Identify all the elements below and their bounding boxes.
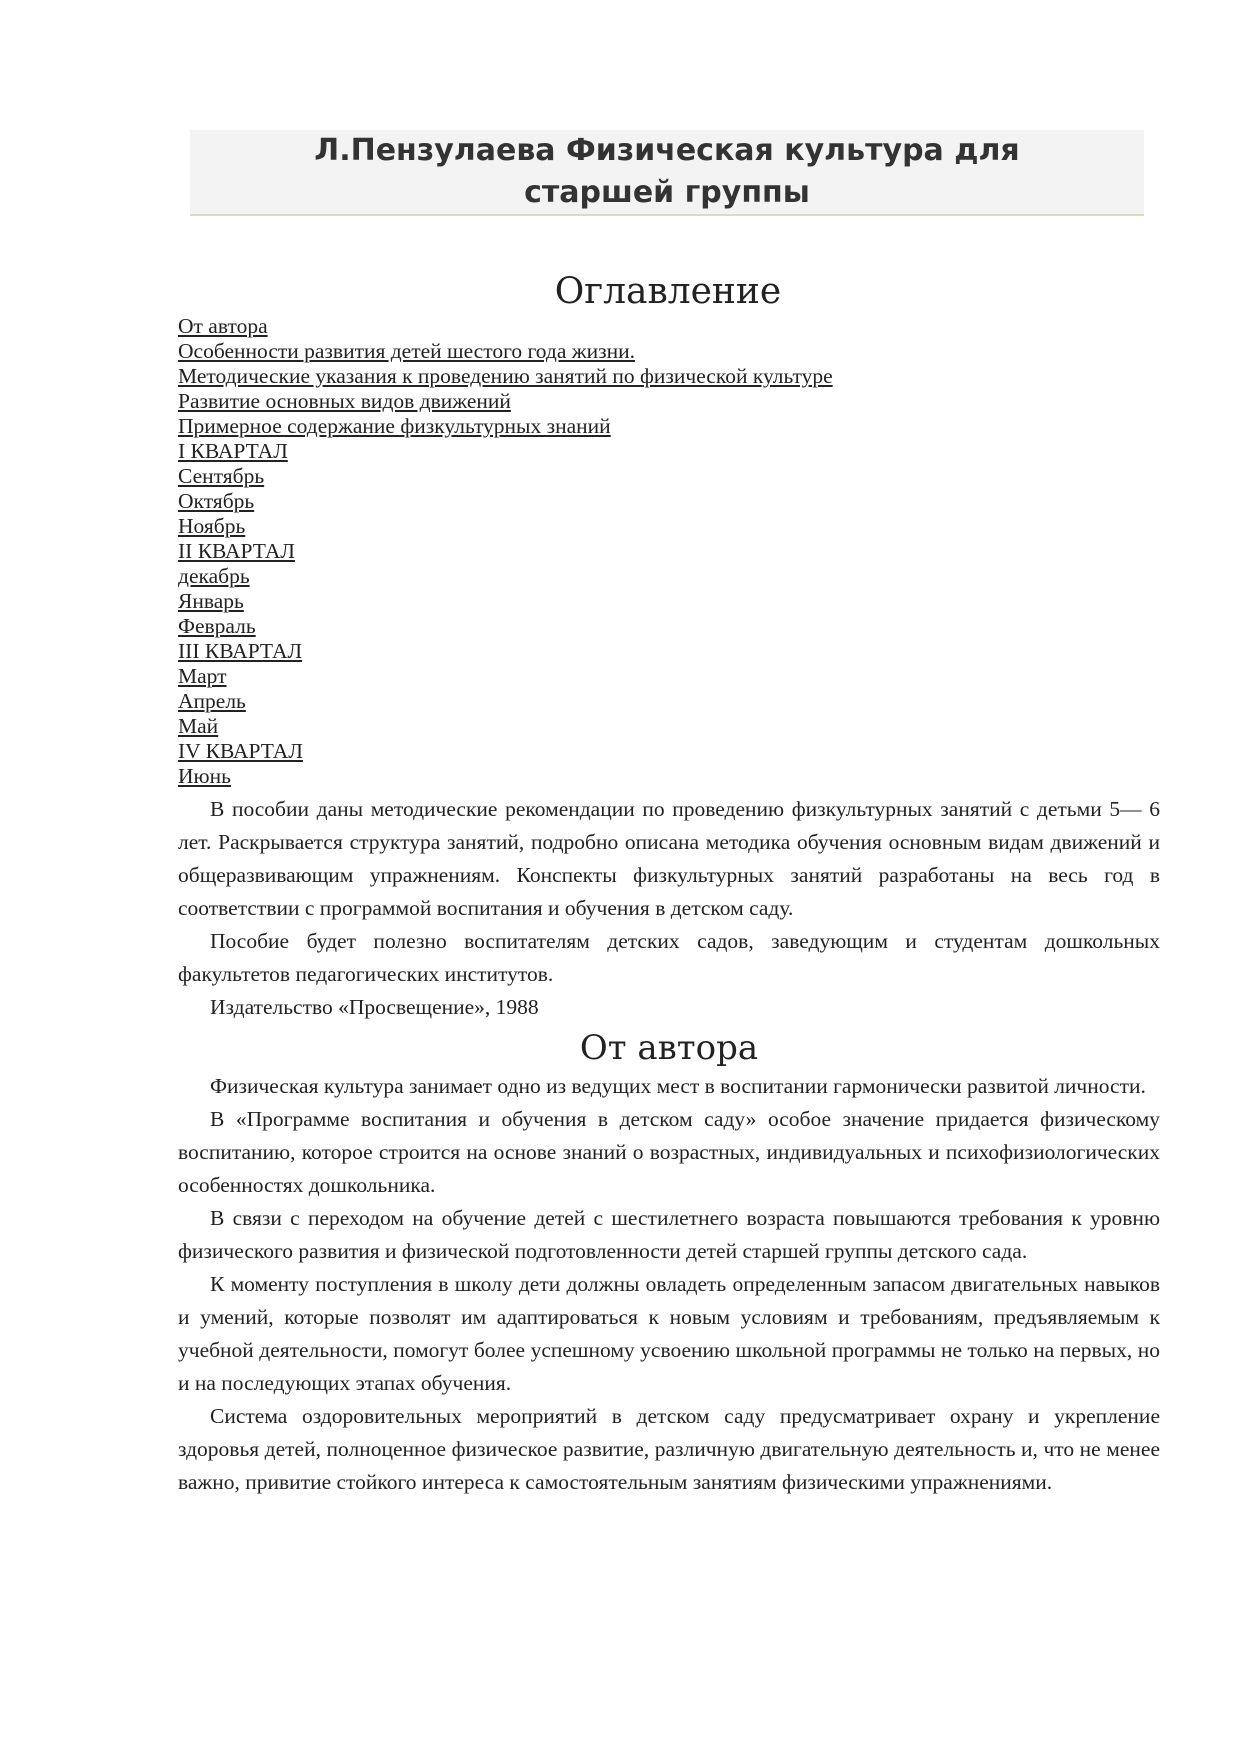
toc-item	[178, 439, 1158, 464]
toc-item	[178, 739, 1158, 764]
toc-item	[178, 364, 1158, 389]
toc-link-from-author[interactable]: От автора	[178, 314, 268, 338]
toc-link-quarter-3[interactable]: III КВАРТАЛ	[178, 639, 303, 663]
toc-item	[178, 489, 1158, 514]
body-paragraph: В «Программе воспитания и обучения в детском саду» особое значение придается физическому воспитанию, которое строится на основе знаний о возрастных, индивидуальных и психофизиологических особенностях дошкольника.	[178, 1107, 1160, 1197]
publisher-line: Издательство «Просвещение», 1988	[210, 995, 539, 1019]
toc-item	[178, 589, 1158, 614]
intro-paragraph: Пособие будет полезно воспитателям детских садов, заведующим и студентам дошкольных факультетов педагогических институтов.	[178, 929, 1160, 986]
toc-item	[178, 339, 1158, 364]
toc-item	[178, 664, 1158, 689]
toc-item	[178, 614, 1158, 639]
toc-item	[178, 414, 1158, 439]
title-banner	[190, 130, 1144, 216]
toc-heading: Оглавление	[554, 271, 782, 312]
toc-link-knowledge[interactable]: Примерное содержание физкультурных знаний	[178, 414, 611, 438]
toc-link-december[interactable]: декабрь	[178, 564, 250, 588]
toc-item	[178, 464, 1158, 489]
body-paragraph: К моменту поступления в школу дети должны овладеть определенным запасом двигательных навыков и умений, которые позволят им адаптироваться к новым условиям и требованиям, предъявляемым к учебной деятельности, помогут более успешному усвоению школьной программы не только на первых, но и на последующих этапах обучения.	[178, 1272, 1160, 1395]
document-title: Л.Пензулаева Физическая культура для старшей группы	[314, 133, 1020, 210]
toc-item	[178, 564, 1158, 589]
toc-link-development[interactable]: Особенности развития детей шестого года жизни.	[178, 339, 636, 363]
toc-link-november[interactable]: Ноябрь	[178, 514, 246, 538]
toc-link-february[interactable]: Февраль	[178, 614, 256, 638]
toc-link-march[interactable]: Март	[178, 664, 227, 688]
body-paragraph: Физическая культура занимает одно из ведущих мест в воспитании гармонически развитой личности.	[210, 1074, 1146, 1098]
toc-link-may[interactable]: Май	[178, 714, 219, 738]
toc-item	[178, 764, 1158, 789]
intro-paragraph: В пособии даны методические рекомендации по проведению физкультурных занятий с детьми 5— 6 лет. Раскрывается структура занятий, подробно описана методика обучения основным видам движений и общеразвивающим упражнениям. Конспекты физкультурных занятий разработаны на весь год в соответствии с программой воспитания и обучения в детском саду.	[178, 797, 1160, 920]
toc-link-october[interactable]: Октябрь	[178, 489, 255, 513]
toc-link-june[interactable]: Июнь	[178, 764, 231, 788]
body-paragraph: Система оздоровительных мероприятий в детском саду предусматривает охрану и укрепление здоровья детей, полноценное физическое развитие, различную двигательную деятельность и, что не менее важно, привитие стойкого интереса к самостоятельным занятиям физическими упражнениями.	[178, 1404, 1160, 1494]
body-paragraph: В связи с переходом на обучение детей с шестилетнего возраста повышаются требования к уровню физического развития и физической подготовленности детей старшей группы детского сада.	[178, 1206, 1160, 1263]
toc-link-april[interactable]: Апрель	[178, 689, 246, 713]
toc-item	[178, 539, 1158, 564]
toc-item	[178, 314, 1158, 339]
toc-link-september[interactable]: Сентябрь	[178, 464, 265, 488]
table-of-contents	[178, 314, 1158, 789]
toc-item	[178, 639, 1158, 664]
toc-link-guidelines[interactable]: Методические указания к проведению занятий по физической культуре	[178, 364, 833, 388]
toc-link-quarter-2[interactable]: II КВАРТАЛ	[178, 539, 295, 563]
toc-item	[178, 689, 1158, 714]
toc-item	[178, 514, 1158, 539]
toc-item	[178, 714, 1158, 739]
section-heading-from-author: От автора	[579, 1028, 759, 1068]
toc-link-quarter-4[interactable]: IV КВАРТАЛ	[178, 739, 303, 763]
toc-link-movements[interactable]: Развитие основных видов движений	[178, 389, 511, 413]
toc-link-quarter-1[interactable]: I КВАРТАЛ	[178, 439, 288, 463]
toc-link-january[interactable]: Январь	[178, 589, 244, 613]
document-body	[178, 793, 1160, 1499]
toc-item	[178, 389, 1158, 414]
